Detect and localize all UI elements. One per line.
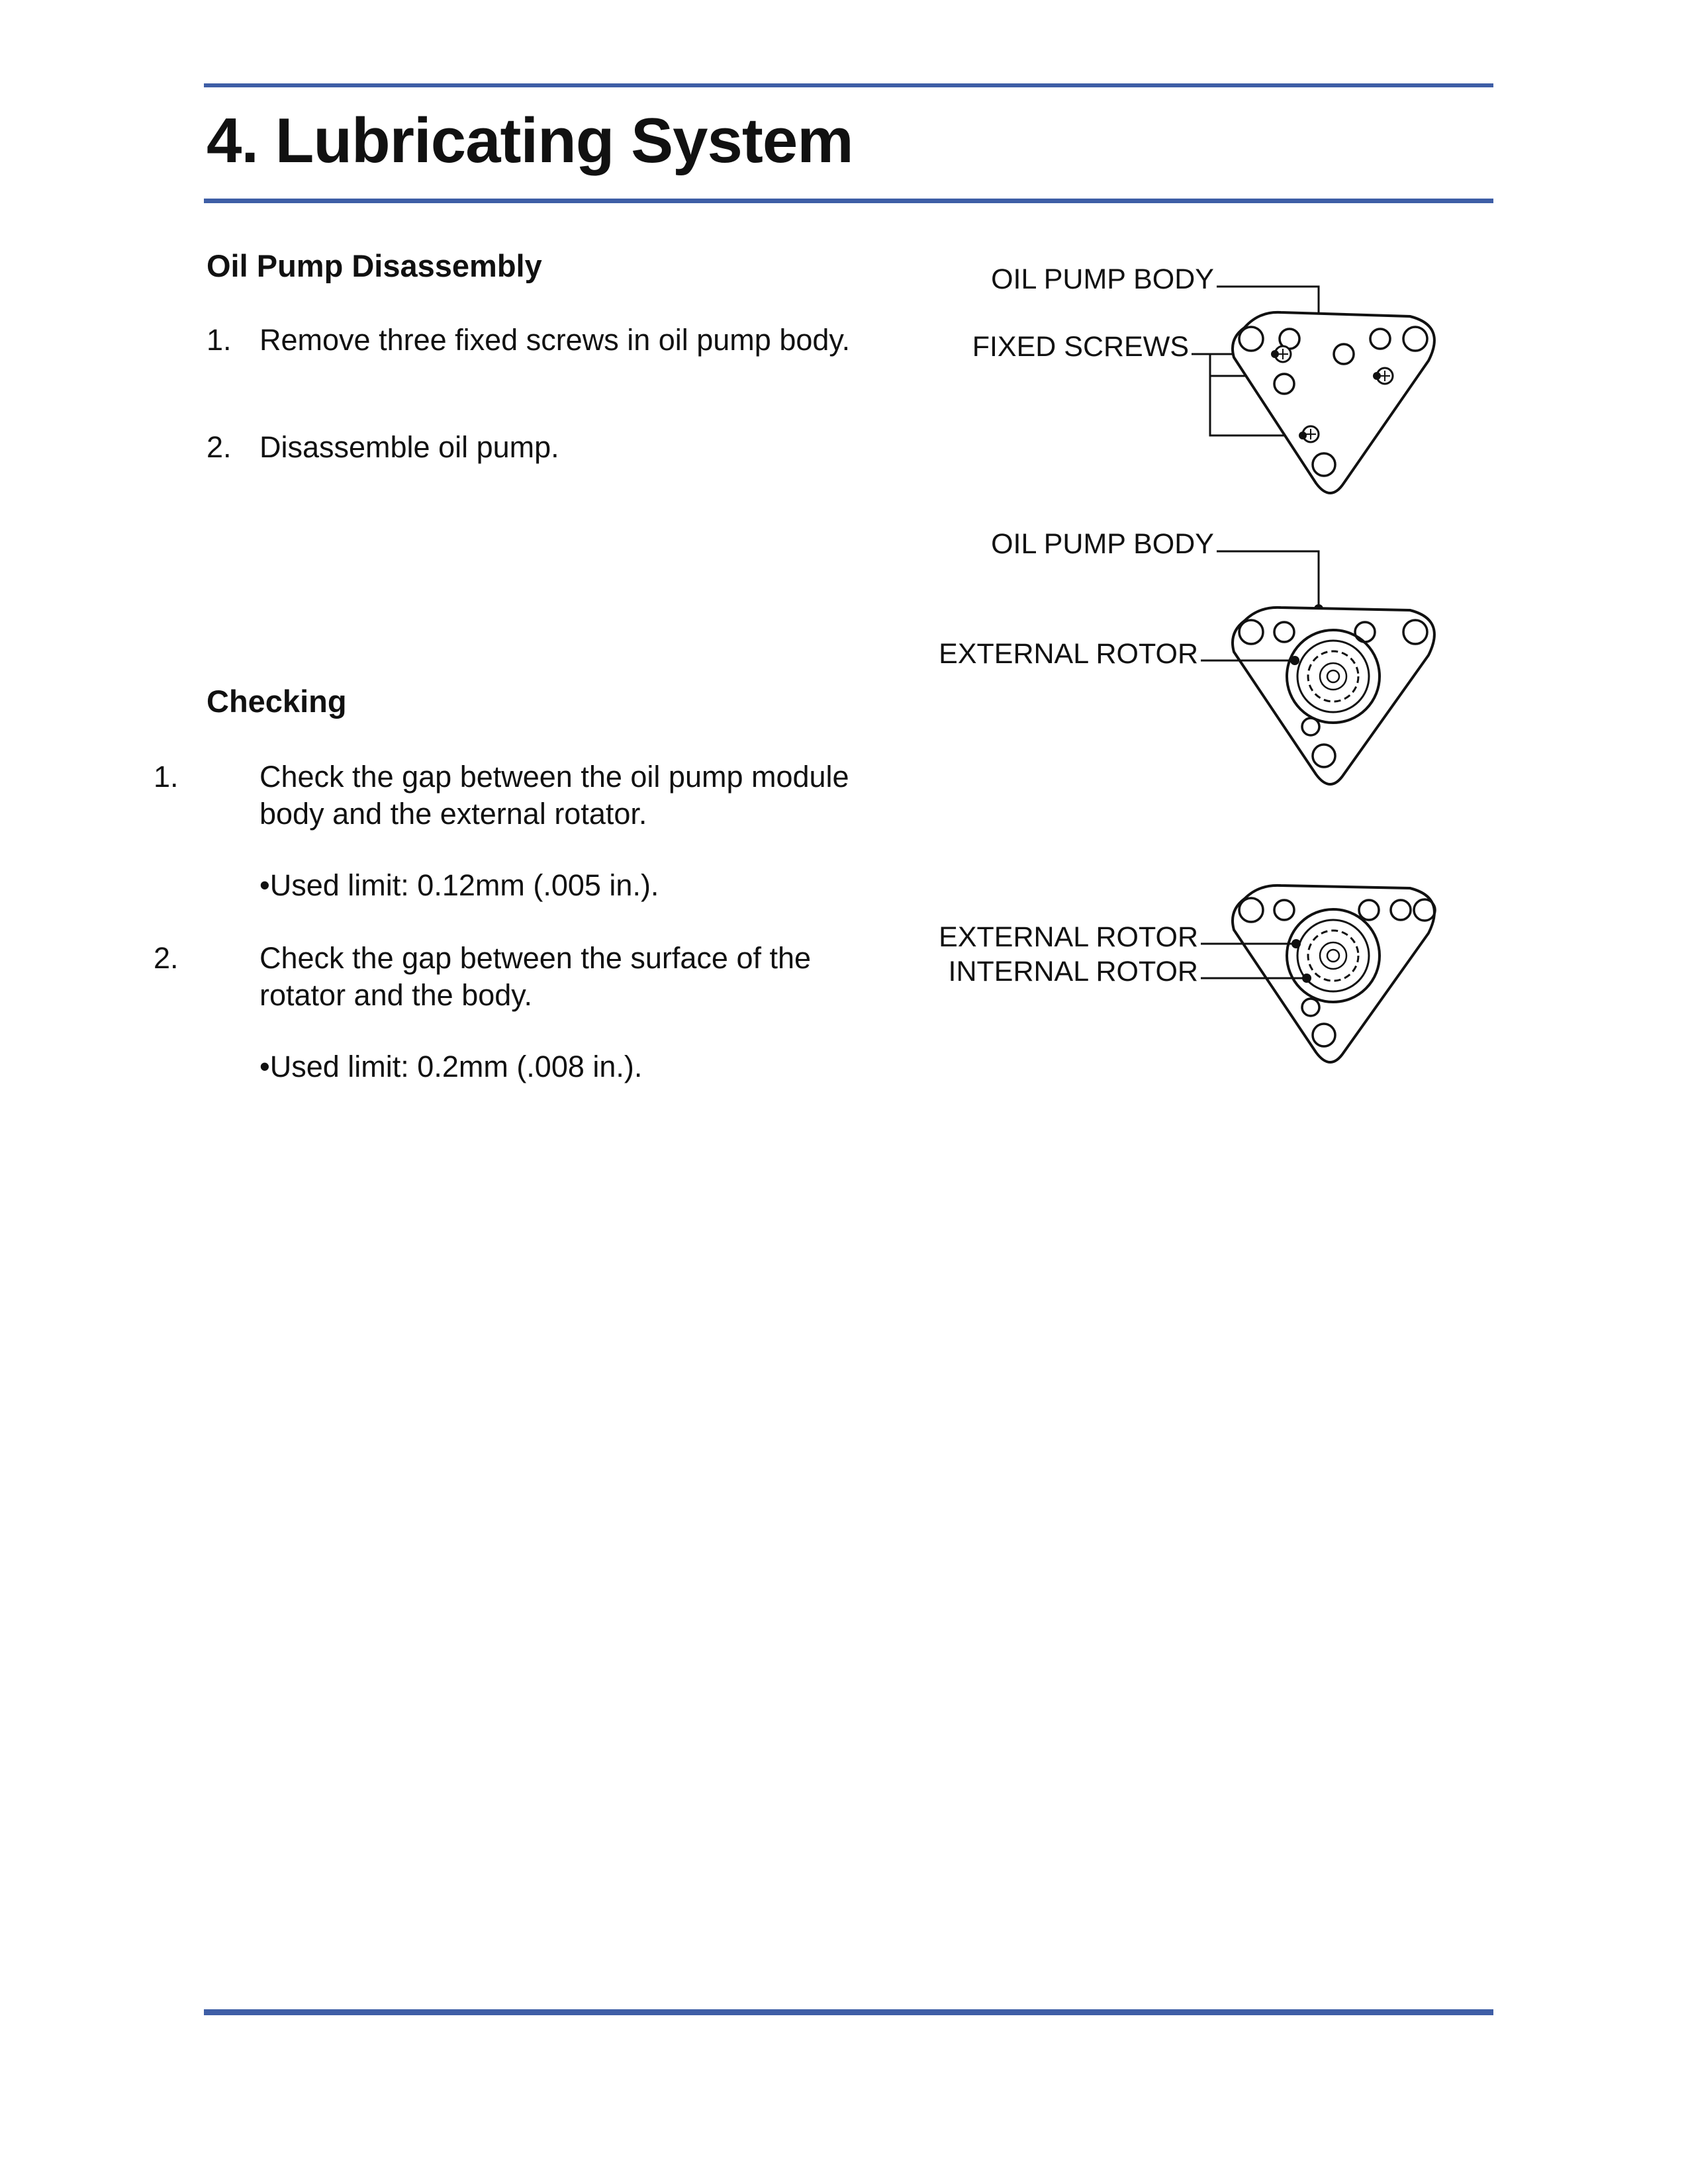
checking-step-1 bbox=[154, 758, 895, 833]
internal-rotor-label: INTERNAL ROTOR bbox=[948, 956, 1198, 987]
disassembly-step-2 bbox=[207, 429, 855, 466]
oil-pump-body-diagram-3 bbox=[939, 887, 1443, 1085]
disassembly-heading: Oil Pump Disassembly bbox=[207, 248, 542, 283]
fixed-screws-label: FIXED SCREWS bbox=[972, 331, 1189, 363]
step-text: Check the gap between the surface of the rotator and the body. bbox=[259, 941, 812, 1012]
step-text: Remove three fixed screws in oil pump body. bbox=[259, 323, 851, 357]
figure-external-rotor bbox=[939, 523, 1443, 788]
external-rotor-label: EXTERNAL ROTOR bbox=[939, 921, 1198, 953]
top-rule bbox=[204, 83, 1493, 87]
step-number: 2. bbox=[154, 941, 179, 975]
checking-limit-1: •Used limit: 0.12mm (.005 in.). bbox=[259, 868, 659, 902]
oil-pump-body-label: OIL PUMP BODY bbox=[991, 263, 1214, 295]
checking-heading: Checking bbox=[207, 684, 347, 719]
step-text: Disassemble oil pump. bbox=[259, 430, 559, 464]
step-text: Check the gap between the oil pump module body and the external rotator. bbox=[259, 760, 849, 831]
disassembly-step-1 bbox=[207, 322, 855, 359]
figure-internal-rotor bbox=[939, 887, 1443, 1085]
bottom-rule bbox=[204, 2009, 1493, 2015]
checking-limit-2: •Used limit: 0.2mm (.008 in.). bbox=[259, 1050, 643, 1083]
oil-pump-body-diagram-2 bbox=[939, 523, 1443, 788]
title-underline-rule bbox=[204, 199, 1493, 203]
step-number: 2. bbox=[207, 430, 232, 464]
step-number: 1. bbox=[154, 760, 179, 794]
checking-step-2 bbox=[154, 940, 895, 1014]
figure-fixed-screws bbox=[953, 258, 1443, 496]
page-title: 4. Lubricating System bbox=[207, 105, 853, 176]
step-number: 1. bbox=[207, 323, 232, 357]
oil-pump-body-diagram-1 bbox=[953, 258, 1443, 496]
external-rotor-label: EXTERNAL ROTOR bbox=[939, 638, 1198, 670]
oil-pump-body-label: OIL PUMP BODY bbox=[991, 528, 1214, 560]
